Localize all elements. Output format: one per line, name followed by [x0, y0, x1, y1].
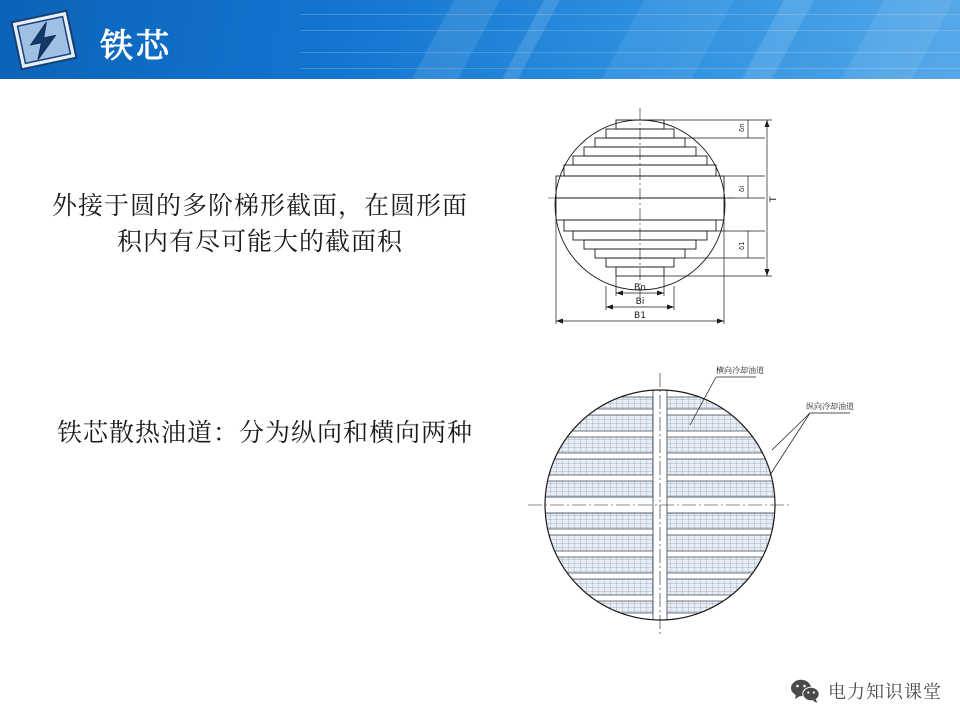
footer-watermark	[790, 678, 942, 704]
header-bottom-edge	[0, 79, 960, 82]
header-stripe	[395, 0, 510, 82]
label-horizontal-duct: 横向冷却油道	[716, 366, 764, 375]
paragraph-oil-duct: 铁芯散热油道：分为纵向和横向两种	[56, 418, 473, 447]
label-width-n: Bn	[634, 283, 646, 293]
label-width-i: Bi	[635, 297, 645, 307]
header-stripe	[825, 0, 960, 82]
label-step-1: δ1	[738, 241, 746, 250]
header-stripe	[725, 0, 824, 82]
page-title: 铁芯	[100, 26, 172, 65]
header-stripe	[585, 0, 744, 82]
header-stripe	[485, 0, 570, 82]
label-total-thickness: T	[769, 196, 779, 202]
paragraph-stepped-section: 外接于圆的多阶梯形截面，在圆形面积内有尽可能大的截面积	[51, 191, 468, 256]
header-hairline	[300, 30, 960, 31]
label-step-n: δn	[738, 123, 746, 132]
lightning-logo-icon	[8, 6, 80, 74]
cooling-duct-figure	[520, 355, 870, 645]
stepped-core-figure	[520, 100, 830, 350]
header-hairline	[300, 68, 960, 69]
label-width-1: B1	[634, 311, 646, 321]
header-hairline	[300, 52, 960, 53]
watermark-label: 电力知识课堂	[828, 682, 942, 703]
wechat-icon	[790, 678, 820, 704]
label-step-i: δi	[738, 185, 746, 192]
header-hairline	[300, 14, 960, 15]
label-vertical-duct: 纵向冷却油道	[806, 402, 854, 411]
slide-header	[0, 0, 960, 82]
